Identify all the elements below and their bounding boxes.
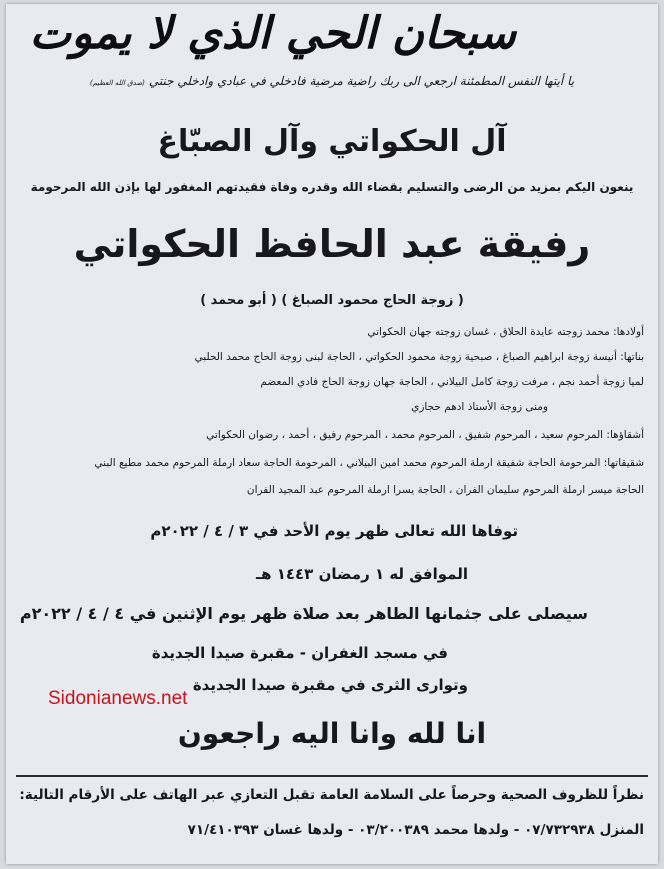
burial-location: وتوارى الثرى في مقبرة صيدا الجديدة: [192, 676, 468, 694]
deceased-name: رفيقة عبد الحافظ الحكواتي: [73, 222, 591, 266]
brothers-line: أشقاؤها: المرحوم سعيد ، المرحوم شفيق ، المرحوم محمد ، المرحوم رفيق ، أحمد ، رضوان الحكواتي: [206, 429, 644, 441]
obituary-sheet: [6, 4, 658, 864]
hijri-date: الموافق له ١ رمضان ١٤٤٣ هـ: [255, 565, 468, 583]
sisters-line-2: الحاجة ميسر ارملة المرحوم سليمان الفران ، الحاجة يسرا ارملة المرحوم عبد المجيد الفران: [246, 484, 644, 496]
watermark: Sidonianews.net: [48, 688, 188, 709]
phone-numbers: المنزل ٠٧/٧٣٢٩٣٨ - ولدها محمد ٠٣/٢٠٠٣٨٩ - ولدها غسان ٧١/٤١٠٣٩٣: [187, 822, 644, 838]
death-date: توفاها الله تعالى ظهر يوم الأحد في ٣ / ٤ / ٢٠٢٢م: [150, 522, 518, 540]
closing-phrase: انا لله وانا اليه راجعون: [177, 717, 487, 750]
quran-verse: [6, 74, 658, 88]
calligraphy-header: سبحان الحي الذي لا يموت: [29, 8, 516, 59]
verse-reference: (صدق الله العظيم): [89, 79, 145, 87]
daughters-line-3: ومنى زوجة الأستاذ ادهم حجازي: [411, 401, 548, 413]
condolence-notice: نظراً للظروف الصحية وحرصاً على السلامة العامة تقبل التعازي عبر الهاتف على الأرقام التالية:: [19, 787, 644, 803]
daughters-line-2: لميا زوجة أحمد نجم ، مرفت زوجة كامل البيلاني ، الحاجة جهان زوجة الحاج فادي المعضم: [260, 376, 644, 388]
sons-line: أولادها: محمد زوجته عايدة الحلاق ، غسان زوجته جهان الحكواتي: [367, 326, 644, 338]
daughters-line-1: بناتها: أنيسة زوجة ابراهيم الصباغ ، صبحية زوجة محمود الحكواتي ، الحاجة لبنى زوجة الحاج محمد الحلبي: [194, 351, 644, 363]
verse-text: يا أيتها النفس المطمئنة ارجعي الى ربك راضية مرضية فادخلي في عبادي وادخلي جنتي: [148, 74, 575, 88]
families-title: آل الحكواتي وآل الصبّاغ: [157, 124, 507, 159]
sisters-line-1: شقيقاتها: المرحومة الحاجة شفيقة ارملة المرحوم محمد امين البيلاني ، المرحومة الحاجة سعاد ارملة المرحوم محمد مطيع البني: [94, 457, 644, 469]
wife-of-line: ( زوجة الحاج محمود الصباغ ) ( أبو محمد ): [200, 293, 464, 308]
mosque-location: في مسجد الغفران - مقبرة صيدا الجديدة: [151, 644, 448, 662]
footer-divider: [16, 775, 648, 777]
funeral-prayer: سيصلى على جثمانها الطاهر بعد صلاة ظهر يوم الإثنين في ٤ / ٤ / ٢٠٢٢م: [19, 604, 588, 623]
announcement-text: ينعون اليكم بمزيد من الرضى والتسليم بقضاء الله وقدره وفاة فقيدتهم المغفور لها بإذن الله المرحومة: [30, 180, 634, 194]
